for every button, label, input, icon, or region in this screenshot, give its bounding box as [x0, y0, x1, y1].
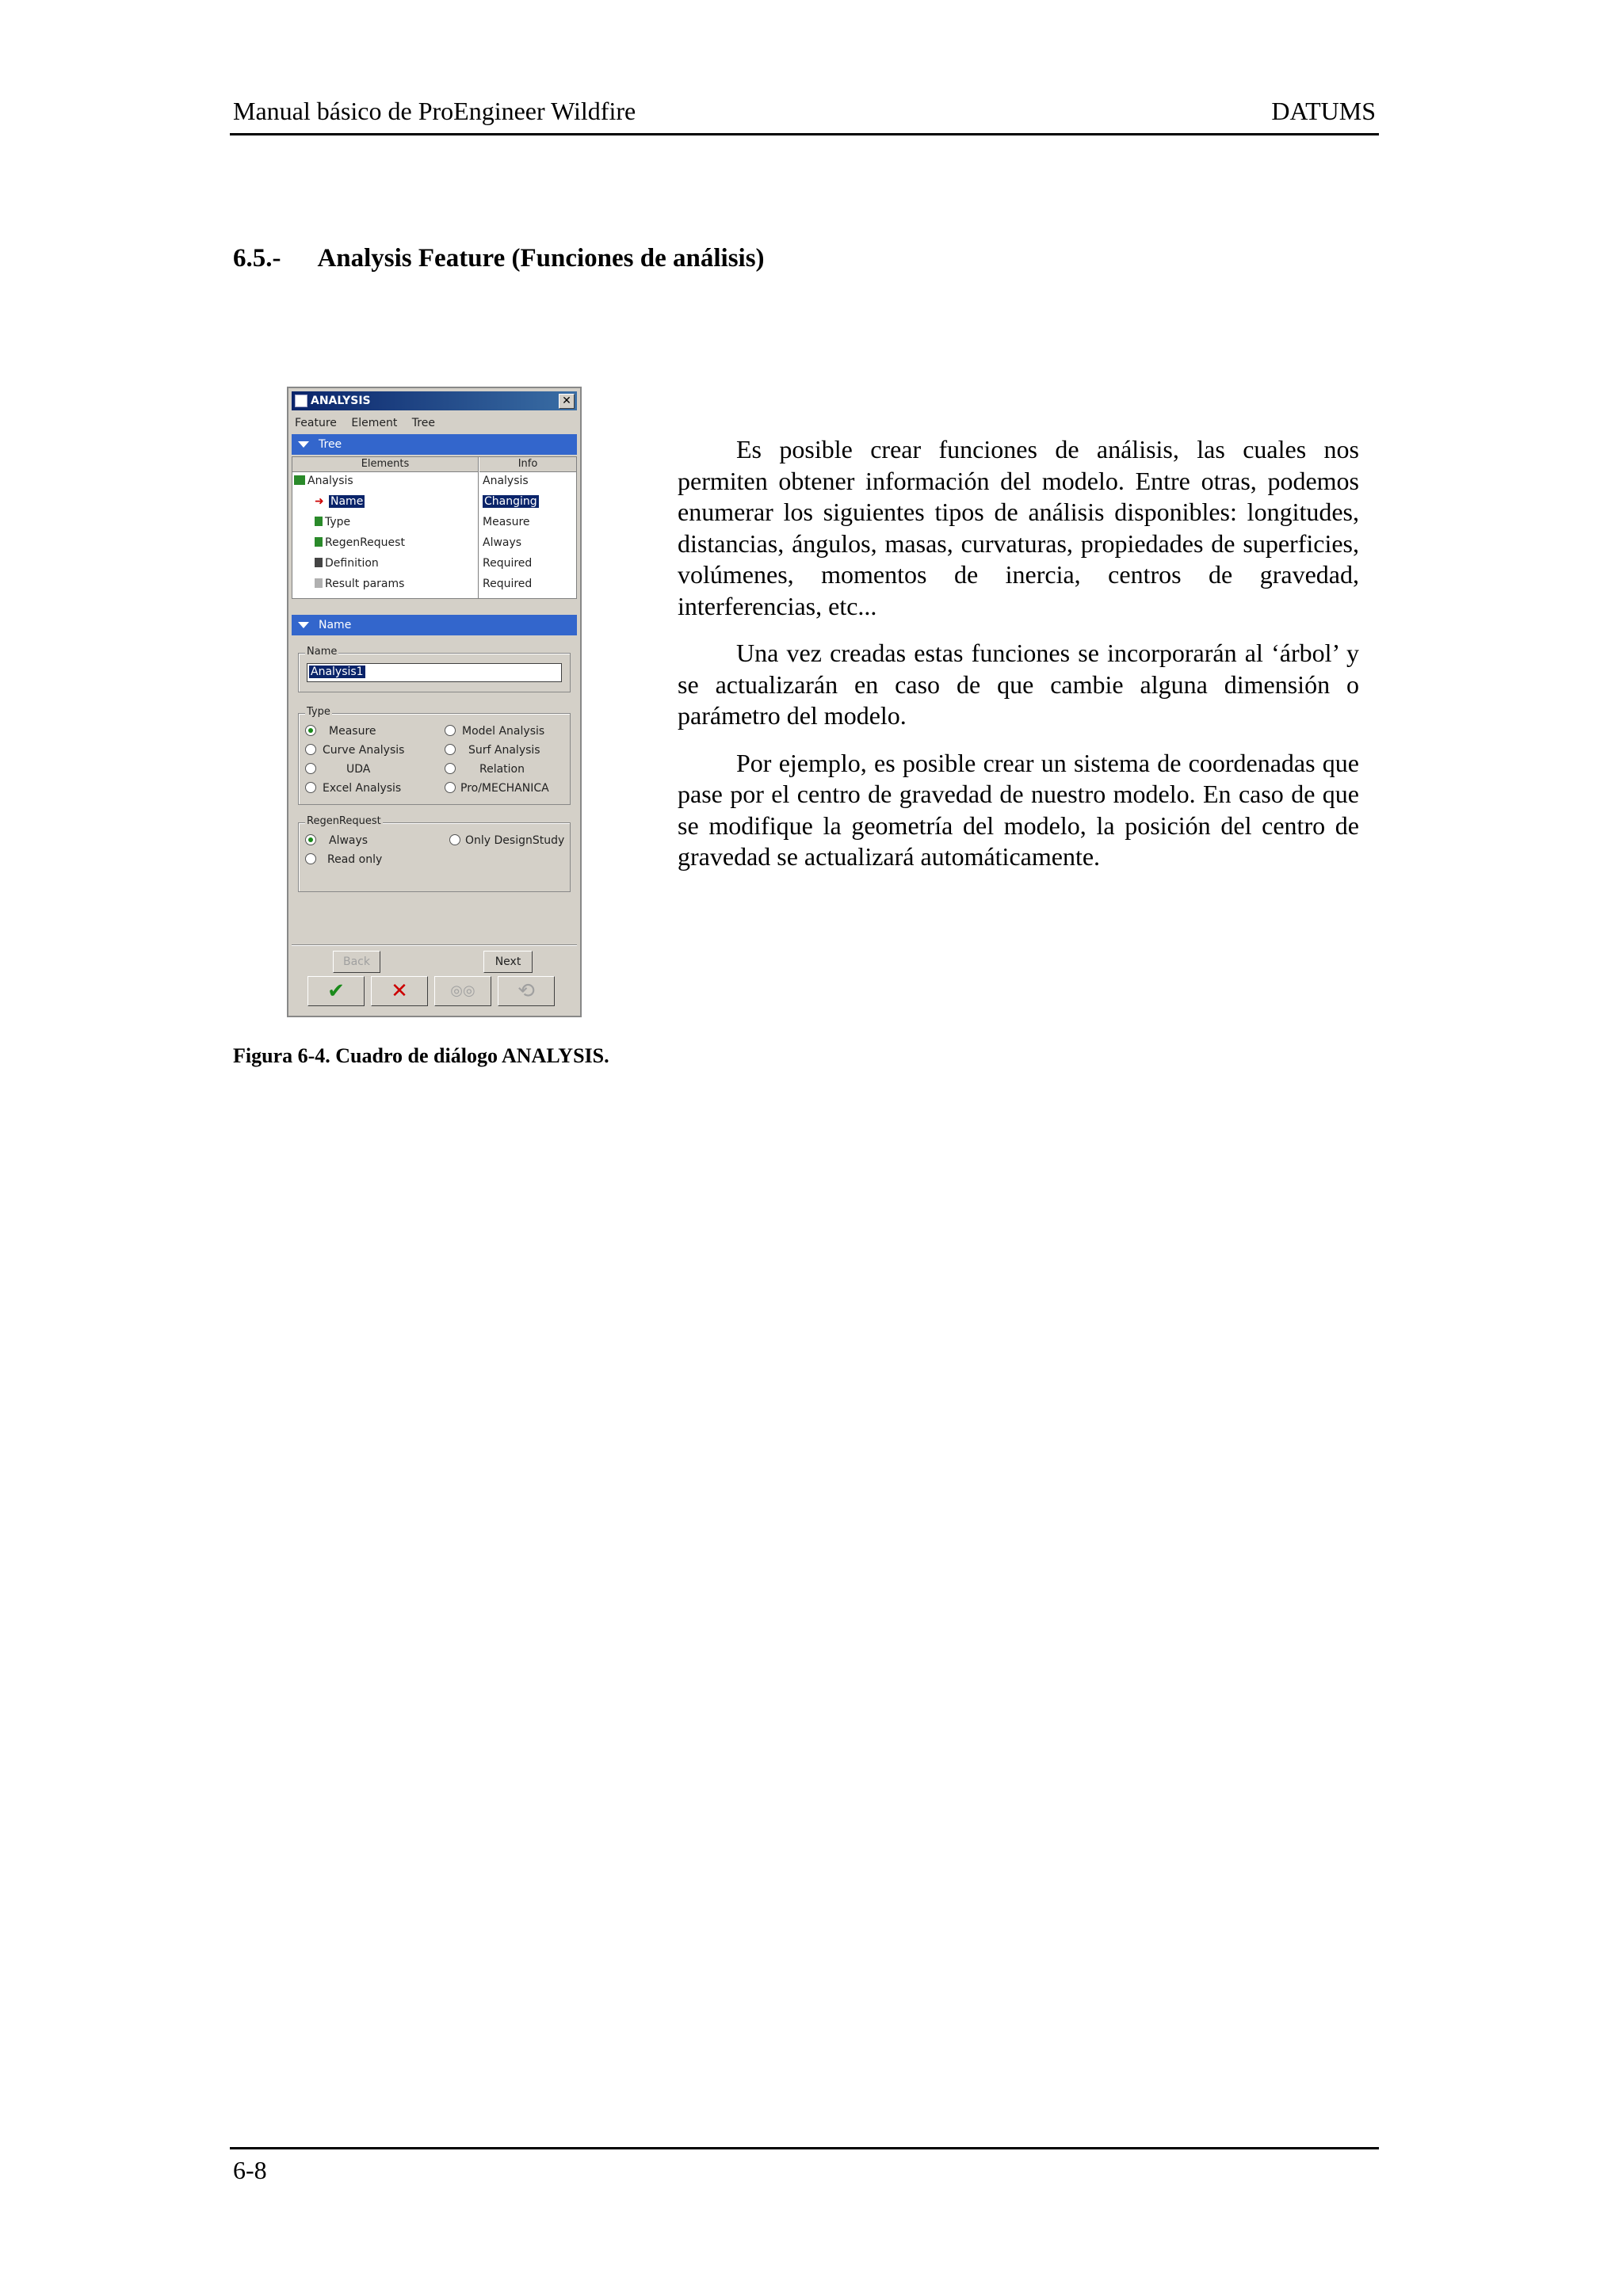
header-chapter: DATUMS — [1271, 97, 1376, 125]
name-group — [298, 646, 571, 692]
radio-icon — [445, 763, 456, 774]
name-group-label: Name — [307, 646, 338, 658]
analysis-name-input[interactable] — [307, 663, 562, 682]
window-icon — [295, 395, 307, 407]
type-measure-radio[interactable] — [305, 725, 376, 738]
tree-info-label: Changing — [484, 495, 537, 508]
tree-row-label: Result params — [325, 578, 405, 590]
radio-label: Measure — [329, 725, 376, 738]
header-manual-title: Manual básico de ProEngineer Wildfire — [233, 97, 636, 125]
radio-label: Pro/MECHANICA — [460, 782, 549, 795]
radio-label: UDA — [346, 763, 371, 776]
preview-button[interactable] — [434, 976, 491, 1006]
tree-column-divider — [478, 471, 479, 598]
radio-icon — [445, 744, 456, 755]
type-group — [298, 706, 571, 805]
radio-label: Curve Analysis — [323, 744, 405, 757]
element-icon — [315, 537, 323, 547]
arrow-icon: ➜ — [315, 495, 324, 508]
radio-label: Model Analysis — [462, 725, 545, 738]
radio-label: Always — [329, 834, 369, 847]
dialog-menubar — [295, 417, 446, 429]
type-uda-radio[interactable] — [305, 763, 370, 776]
dialog-title: ANALYSIS — [311, 395, 371, 407]
tree-row-result-params[interactable] — [315, 578, 404, 595]
tree-info-definition: Required — [483, 557, 533, 570]
glasses-icon: ◎◎ — [450, 982, 475, 999]
page-header — [230, 95, 1379, 135]
type-pro-mechanica-radio[interactable] — [445, 782, 549, 795]
next-button[interactable]: Next — [483, 951, 533, 973]
ok-button[interactable] — [307, 976, 365, 1006]
radio-label: Surf Analysis — [468, 744, 540, 757]
section-heading: Analysis Feature (Funciones de análisis) — [317, 244, 765, 273]
type-relation-radio[interactable] — [445, 763, 525, 776]
radio-label: Read only — [327, 853, 383, 866]
x-cancel-icon: ✕ — [391, 979, 408, 1003]
type-model-analysis-radio[interactable] — [445, 725, 544, 738]
menu-tree[interactable]: Tree — [411, 417, 435, 429]
radio-icon — [305, 853, 316, 864]
tree-info-regenrequest: Always — [483, 536, 522, 549]
dialog-separator — [292, 944, 577, 946]
regenrequest-group-label: RegenRequest — [307, 815, 381, 827]
tree-header-elements[interactable]: Elements — [292, 457, 479, 472]
tree-row-type[interactable] — [315, 516, 350, 533]
tree-row-label: Name — [330, 495, 364, 508]
repeat-icon: ⟲ — [517, 979, 535, 1003]
back-button[interactable]: Back — [333, 951, 380, 973]
type-surf-analysis-radio[interactable] — [445, 744, 540, 757]
regen-always-radio[interactable] — [305, 834, 368, 847]
type-group-label: Type — [307, 706, 330, 718]
page-footer — [230, 2147, 1379, 2185]
radio-label: Only DesignStudy — [465, 834, 565, 847]
radio-selected-icon — [305, 725, 316, 736]
radio-icon — [305, 763, 316, 774]
name-section-bar[interactable] — [292, 615, 577, 635]
section-title — [233, 244, 765, 273]
tree-info-type: Measure — [483, 516, 530, 528]
tree-row-name[interactable] — [315, 495, 365, 513]
radio-icon — [445, 782, 456, 793]
paragraph-2: Una vez creadas estas funciones se incorporarán al ‘árbol’ y se actualizarán en caso de que cambie alguna dimensión o parámetro del modelo. — [678, 639, 1359, 730]
menu-element[interactable]: Element — [351, 417, 398, 429]
collapse-triangle-icon — [298, 441, 309, 448]
tree-row-label: Analysis — [307, 475, 353, 487]
cancel-button[interactable] — [371, 976, 428, 1006]
radio-label: Excel Analysis — [323, 782, 402, 795]
params-icon — [315, 578, 323, 588]
tree-info-result-params: Required — [483, 578, 533, 590]
element-tree — [292, 456, 577, 599]
radio-icon — [449, 834, 460, 845]
definition-icon — [315, 558, 323, 567]
page-number: 6-8 — [233, 2156, 267, 2184]
menu-feature[interactable]: Feature — [295, 417, 337, 429]
repeat-button[interactable] — [498, 976, 555, 1006]
radio-icon — [445, 725, 456, 736]
regen-read-only-radio[interactable] — [305, 853, 382, 866]
dialog-titlebar — [292, 391, 577, 410]
figure-caption: Figura 6-4. Cuadro de diálogo ANALYSIS. — [233, 1044, 609, 1067]
analysis-icon — [294, 475, 305, 485]
tree-row-regenrequest[interactable] — [315, 536, 405, 554]
checkmark-icon: ✔ — [327, 979, 345, 1003]
paragraph-1: Es posible crear funciones de análisis, las cuales nos permiten obtener información del modelo. Entre otras, podemos enumerar los siguientes tipos de análisis disponibles: longitudes, distancias, ángulos, masas, curvaturas, propiedades de superficies, volúmenes, momentos de inercia, centros de gravedad, interferencias, etc... — [678, 435, 1359, 620]
regen-only-designstudy-radio[interactable] — [449, 834, 564, 847]
body-text — [678, 434, 1359, 889]
radio-icon — [305, 782, 316, 793]
close-icon[interactable]: ✕ — [559, 394, 575, 409]
tree-row-label: Definition — [325, 557, 379, 570]
analysis-name-value: Analysis1 — [311, 666, 364, 678]
tree-row-analysis[interactable] — [294, 475, 353, 492]
tree-info-analysis: Analysis — [483, 475, 529, 487]
tree-header-info[interactable]: Info — [479, 457, 576, 472]
type-excel-analysis-radio[interactable] — [305, 782, 401, 795]
analysis-dialog — [287, 387, 582, 1017]
element-icon — [315, 517, 323, 526]
collapse-triangle-icon — [298, 622, 309, 628]
tree-section-label: Tree — [319, 438, 342, 451]
radio-selected-icon — [305, 834, 316, 845]
paragraph-3: Por ejemplo, es posible crear un sistema de coordenadas que pase por el centro de gravedad de nuestro modelo. En caso de que se modifique la geometría del modelo, la posición del centro de gravedad se actualizará automáticamente. — [678, 748, 1359, 871]
regenrequest-group — [298, 815, 571, 892]
tree-section-bar[interactable] — [292, 434, 577, 455]
radio-icon — [305, 744, 316, 755]
tree-row-label: RegenRequest — [325, 536, 405, 549]
tree-info-name — [483, 495, 539, 513]
radio-label: Relation — [479, 763, 525, 776]
section-number: 6.5.- — [233, 244, 281, 273]
type-curve-analysis-radio[interactable] — [305, 744, 404, 757]
name-section-label: Name — [319, 619, 352, 631]
tree-row-label: Type — [325, 516, 351, 528]
tree-row-definition[interactable] — [315, 557, 379, 574]
